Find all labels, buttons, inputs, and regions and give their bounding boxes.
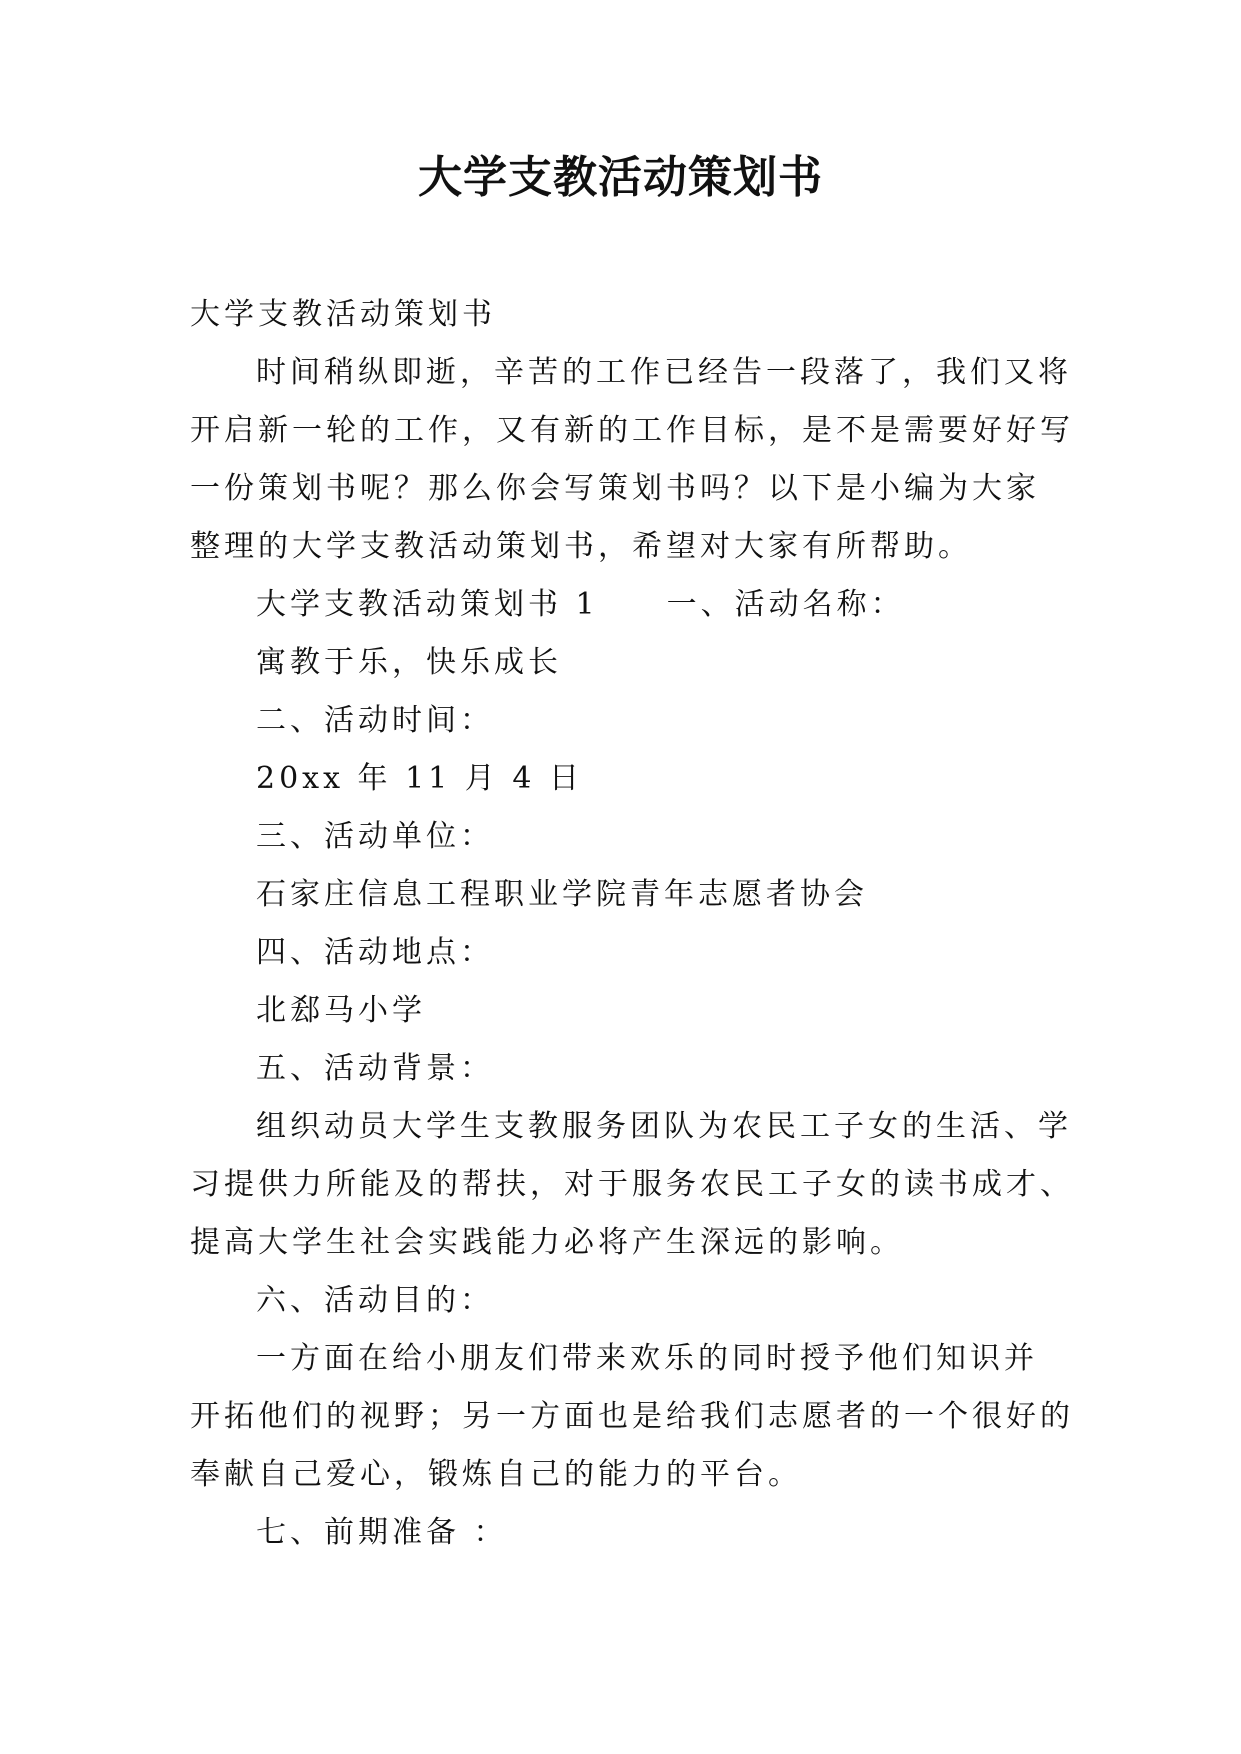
section-heading-6: 六、活动目的： (256, 1283, 494, 1318)
background-line-2: 习提供力所能及的帮扶，对于服务农民工子女的读书成才、 (190, 1167, 1074, 1202)
document-title: 大学支教活动策划书 (418, 152, 823, 203)
section-heading-7: 七、前期准备 ： (256, 1515, 508, 1550)
section-heading-5: 五、活动背景： (256, 1051, 494, 1086)
section-heading-1: 大学支教活动策划书 1 一、活动名称： (256, 587, 905, 622)
intro-line-1: 时间稍纵即逝，辛苦的工作已经告一段落了，我们又将 (256, 355, 1072, 390)
intro-line-3: 一份策划书呢？那么你会写策划书吗？以下是小编为大家 (190, 471, 1040, 506)
background-line-3: 提高大学生社会实践能力必将产生深远的影响。 (190, 1225, 904, 1260)
background-line-1: 组织动员大学生支教服务团队为农民工子女的生活、学 (256, 1109, 1072, 1144)
activity-name: 寓教于乐，快乐成长 (256, 645, 562, 680)
activity-time: 20xx 年 11 月 4 日 (256, 761, 583, 796)
intro-line-2: 开启新一轮的工作，又有新的工作目标，是不是需要好好写 (190, 413, 1074, 448)
section-heading-3: 三、活动单位： (256, 819, 494, 854)
activity-location: 北郄马小学 (256, 993, 426, 1028)
purpose-line-1: 一方面在给小朋友们带来欢乐的同时授予他们知识并 (256, 1341, 1038, 1376)
intro-line-4: 整理的大学支教活动策划书，希望对大家有所帮助。 (190, 529, 972, 564)
section-heading-4: 四、活动地点： (256, 935, 494, 970)
section-heading-2: 二、活动时间： (256, 703, 494, 738)
purpose-line-2: 开拓他们的视野；另一方面也是给我们志愿者的一个很好的 (190, 1399, 1074, 1434)
subtitle-line: 大学支教活动策划书 (190, 297, 496, 332)
activity-unit: 石家庄信息工程职业学院青年志愿者协会 (256, 877, 868, 912)
purpose-line-3: 奉献自己爱心，锻炼自己的能力的平台。 (190, 1457, 802, 1492)
